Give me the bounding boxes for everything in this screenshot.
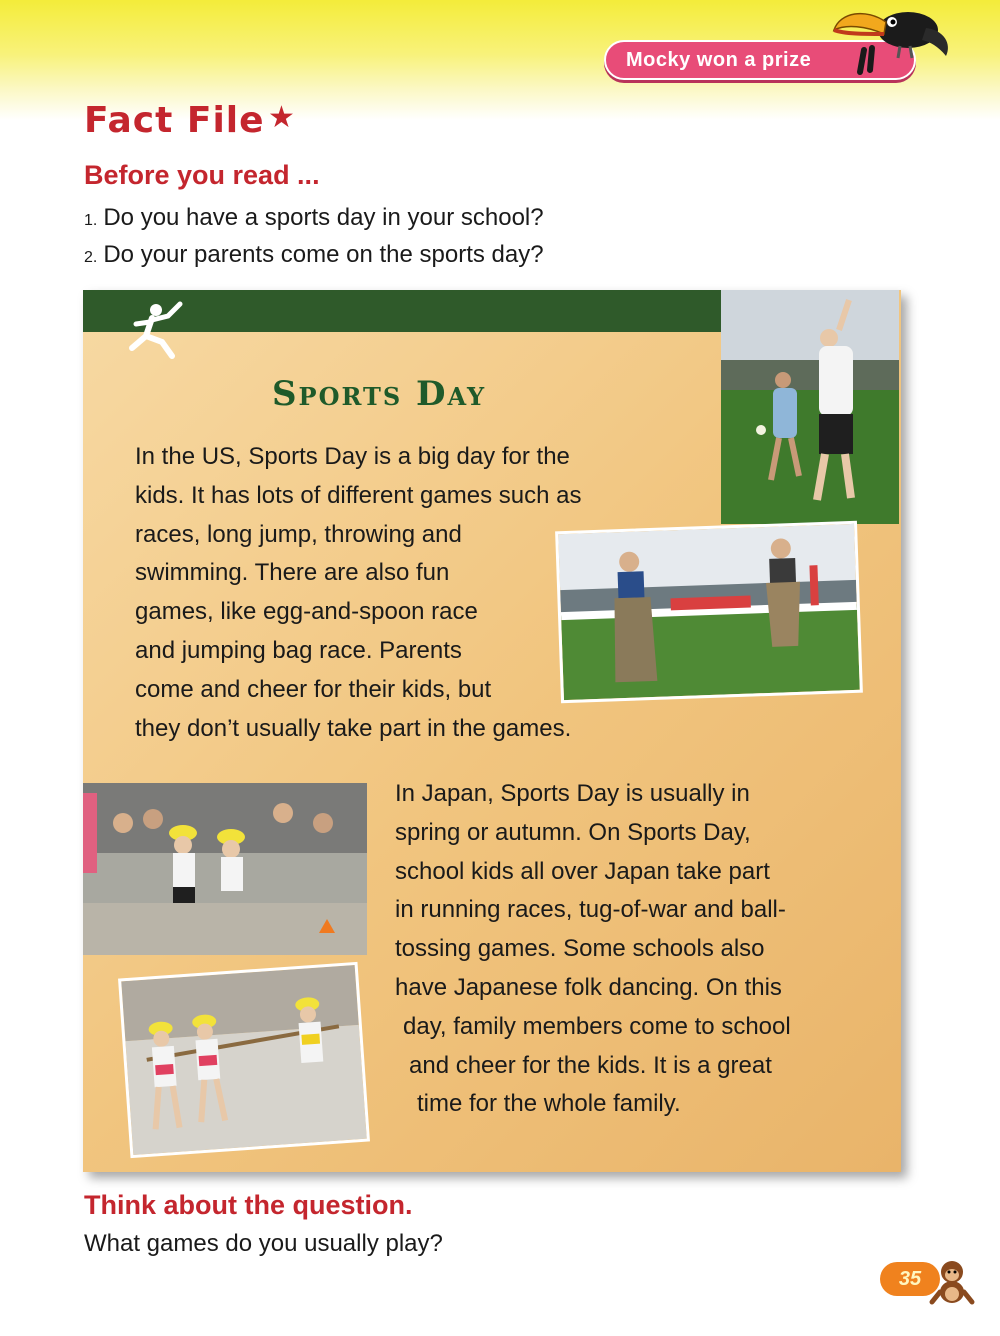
question-text: Do your parents come on the sports day? bbox=[103, 241, 544, 268]
japan-line: school kids all over Japan take part bbox=[395, 857, 770, 885]
photo-running-race bbox=[83, 783, 367, 955]
before-you-read-heading: Before you read ... bbox=[84, 160, 320, 190]
japan-line: time for the whole family. bbox=[417, 1090, 681, 1118]
japan-line: in running races, tug-of-war and ball- bbox=[395, 896, 786, 924]
japan-line: In Japan, Sports Day is usually in bbox=[395, 780, 750, 807]
star-icon: ★ bbox=[268, 101, 295, 134]
think-heading: Think about the question. bbox=[84, 1190, 413, 1220]
think-question: What games do you usually play? bbox=[84, 1230, 443, 1257]
page-number: 35 bbox=[898, 1267, 922, 1290]
us-line: In the US, Sports Day is a big day for the bbox=[135, 443, 570, 470]
japan-paragraph bbox=[395, 775, 865, 1124]
japan-line: have Japanese folk dancing. On this bbox=[395, 973, 782, 1001]
us-line: come and cheer for their kids, but bbox=[135, 675, 492, 703]
japan-line: and cheer for the kids. It is a great bbox=[409, 1051, 772, 1079]
photo-egg-spoon-race bbox=[721, 290, 899, 524]
us-line: races, long jump, throwing and bbox=[135, 520, 462, 548]
photo-tug-of-war bbox=[118, 962, 370, 1158]
us-line: kids. It has lots of different games such as bbox=[135, 481, 582, 509]
toucan-icon bbox=[826, 0, 956, 78]
question-text: Do you have a sports day in your school? bbox=[103, 204, 544, 231]
us-line: they don’t usually take part in the games. bbox=[135, 714, 572, 742]
runner-icon bbox=[122, 300, 186, 364]
us-line: games, like egg-and-spoon race bbox=[135, 598, 478, 626]
japan-line: spring or autumn. On Sports Day, bbox=[395, 818, 751, 846]
monkey-icon bbox=[926, 1256, 976, 1306]
us-paragraph bbox=[135, 438, 655, 748]
fact-file-title: Fact File bbox=[84, 100, 265, 141]
question-number: 2. bbox=[84, 249, 98, 266]
question-number: 1. bbox=[84, 212, 98, 229]
chapter-title: Mocky won a prize bbox=[626, 48, 812, 71]
article-title: Sports Day bbox=[272, 374, 487, 414]
us-line: swimming. There are also fun bbox=[135, 559, 450, 587]
japan-line: tossing games. Some schools also bbox=[395, 935, 765, 963]
japan-line: day, family members come to school bbox=[403, 1012, 791, 1040]
question-item bbox=[84, 241, 544, 269]
us-line: and jumping bag race. Parents bbox=[135, 636, 462, 664]
question-item bbox=[84, 204, 544, 232]
